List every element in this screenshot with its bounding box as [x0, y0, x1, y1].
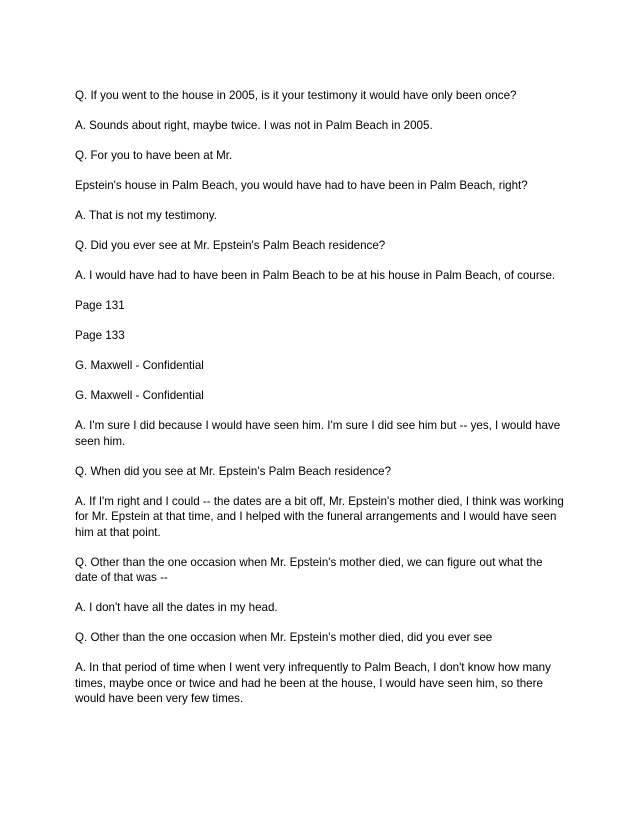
- confidential-label: G. Maxwell - Confidential: [75, 359, 204, 372]
- document-page: [75, 88, 565, 721]
- question-paragraph: Q. Other than the one occasion when Mr. Epstein's mother died, did you ever see: [75, 631, 493, 644]
- answer-paragraph: A. I'm sure I did because I would have seen him. I'm sure I did see him but -- yes, I would have seen him.: [75, 419, 561, 448]
- question-paragraph: Q. If you went to the house in 2005, is it your testimony it would have only been once?: [75, 89, 517, 102]
- answer-paragraph: A. In that period of time when I went very infrequently to Palm Beach, I don't know how many times, maybe once or twice and had he been at the house, I would have seen him, so there would have been very few times.: [75, 661, 551, 705]
- page-number-label: Page 133: [75, 329, 125, 342]
- question-paragraph: Q. When did you see at Mr. Epstein's Palm Beach residence?: [75, 464, 392, 478]
- question-paragraph: Q. Did you ever see at Mr. Epstein's Palm Beach residence?: [75, 239, 386, 252]
- answer-paragraph: A. Sounds about right, maybe twice. I was not in Palm Beach in 2005.: [75, 119, 433, 132]
- answer-paragraph: A. That is not my testimony.: [75, 209, 217, 222]
- question-paragraph: Q. Other than the one occasion when Mr. Epstein's mother died, we can figure out what the date of that was --: [75, 555, 543, 584]
- answer-paragraph: A. I would have had to have been in Palm Beach to be at his house in Palm Beach, of course.: [75, 269, 556, 282]
- question-paragraph: Q. For you to have been at Mr.: [75, 149, 233, 162]
- answer-paragraph: A. I don't have all the dates in my head.: [75, 601, 278, 614]
- page-number-label: Page 131: [75, 299, 125, 312]
- answer-paragraph: A. If I'm right and I could -- the dates are a bit off, Mr. Epstein's mother died, I think was working for Mr. Epstein at that time, and I helped with the funeral arrangements and I would have seen him at that point.: [75, 494, 564, 539]
- confidential-label: G. Maxwell - Confidential: [75, 389, 204, 402]
- question-continuation-paragraph: Epstein's house in Palm Beach, you would have had to have been in Palm Beach, right?: [75, 179, 528, 192]
